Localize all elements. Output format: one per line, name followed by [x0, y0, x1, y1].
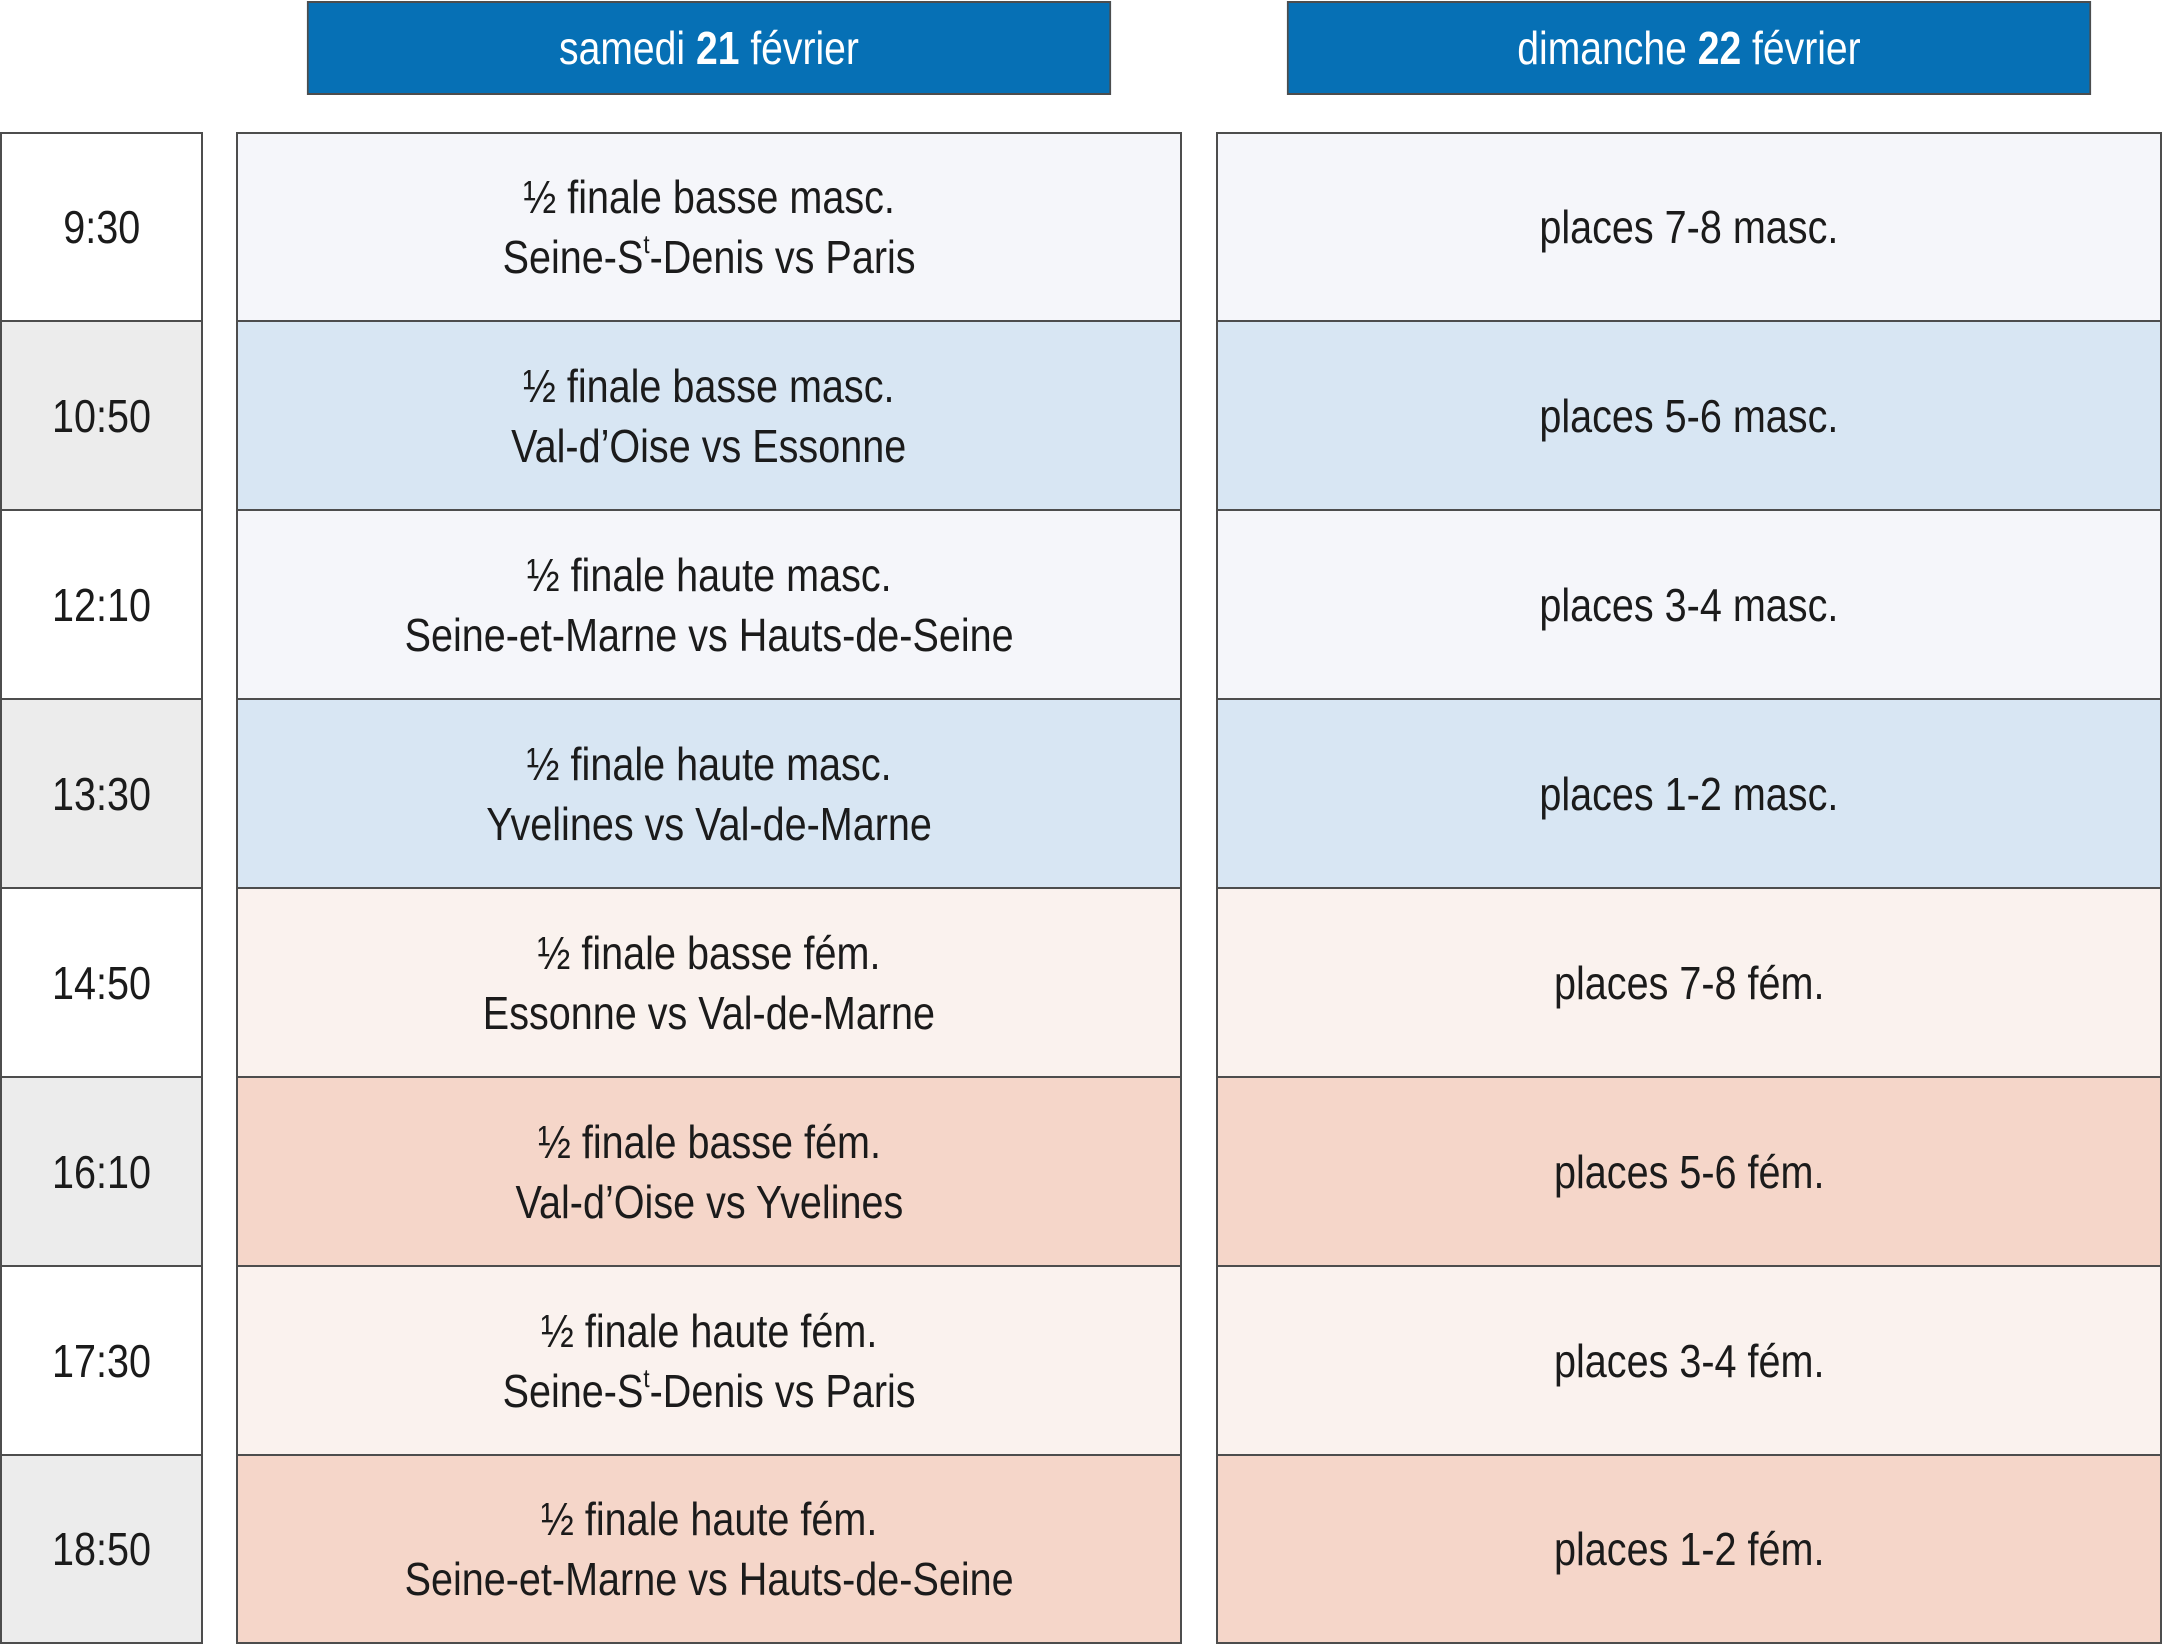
placement-label: places 5-6 fém.: [1553, 1145, 1825, 1198]
match-cell: [236, 321, 1182, 510]
match-round: ½ finale haute fém.: [540, 1493, 878, 1545]
day-month: février: [1752, 22, 1861, 74]
match-teams: Val-d’Oise vs Essonne: [511, 419, 907, 472]
match-cell: [236, 1455, 1182, 1644]
placement-label: places 3-4 fém.: [1553, 1334, 1825, 1387]
time-label: 17:30: [51, 1334, 152, 1387]
time-label: 16:10: [51, 1145, 152, 1198]
match-teams: Val-d’Oise vs Yvelines: [515, 1175, 903, 1228]
placement-label: places 1-2 masc.: [1539, 767, 1839, 820]
day-month: février: [750, 22, 859, 74]
match-round: ½ finale haute fém.: [540, 1304, 878, 1357]
placement-cell: [1216, 510, 2162, 699]
match-teams: Seine-$S^t$-Denis vs Paris: [502, 1362, 916, 1417]
day-header-saturday: [307, 1, 1111, 95]
placement-label: places 3-4 masc.: [1539, 578, 1839, 631]
placement-cell: [1216, 321, 2162, 510]
day-number: 21: [695, 22, 740, 74]
time-label: 13:30: [51, 767, 152, 820]
match-teams: Essonne vs Val-de-Marne: [482, 986, 936, 1039]
placement-cell: [1216, 888, 2162, 1077]
day-weekday: samedi: [559, 22, 686, 74]
match-teams: Seine-et-Marne vs Hauts-de-Seine: [404, 608, 1014, 661]
time-column: [0, 132, 203, 1644]
time-cell: [0, 510, 203, 699]
match-round: ½ finale basse fém.: [537, 926, 881, 979]
placement-label: places 7-8 masc.: [1539, 201, 1839, 253]
time-label: 9:30: [63, 201, 140, 253]
placement-cell: [1216, 1077, 2162, 1266]
time-cell: [0, 1077, 203, 1266]
placement-label: places 7-8 fém.: [1553, 956, 1825, 1009]
time-cell: [0, 1455, 203, 1644]
placement-cell: [1216, 132, 2162, 321]
match-cell: [236, 1266, 1182, 1455]
day-weekday: dimanche: [1517, 22, 1687, 74]
placement-cell: [1216, 1266, 2162, 1455]
match-cell: [236, 510, 1182, 699]
time-cell: [0, 699, 203, 888]
match-round: ½ finale basse masc.: [523, 359, 895, 412]
day-header-sunday: [1287, 1, 2091, 95]
match-teams: Seine-et-Marne vs Hauts-de-Seine: [404, 1553, 1014, 1605]
saturday-column: [236, 132, 1182, 1644]
time-label: 14:50: [51, 956, 152, 1009]
time-label: 18:50: [51, 1523, 152, 1575]
placement-cell: [1216, 699, 2162, 888]
match-teams: Seine-$S^t$-Denis vs Paris: [502, 229, 916, 283]
placement-label: places 1-2 fém.: [1553, 1523, 1825, 1575]
time-cell: [0, 321, 203, 510]
match-teams: Yvelines vs Val-de-Marne: [486, 797, 932, 850]
match-cell: [236, 888, 1182, 1077]
time-cell: [0, 1266, 203, 1455]
match-round: ½ finale basse fém.: [537, 1115, 881, 1168]
placement-label: places 5-6 masc.: [1539, 389, 1839, 442]
sunday-column: [1216, 132, 2162, 1644]
match-cell: [236, 699, 1182, 888]
time-label: 12:10: [51, 578, 152, 631]
day-number: 22: [1697, 22, 1742, 74]
match-cell: [236, 132, 1182, 321]
match-round: ½ finale basse masc.: [523, 171, 895, 223]
match-cell: [236, 1077, 1182, 1266]
time-cell: [0, 888, 203, 1077]
match-round: ½ finale haute masc.: [526, 737, 892, 790]
match-round: ½ finale haute masc.: [526, 548, 892, 601]
time-cell: [0, 132, 203, 321]
placement-cell: [1216, 1455, 2162, 1644]
time-label: 10:50: [51, 389, 152, 442]
